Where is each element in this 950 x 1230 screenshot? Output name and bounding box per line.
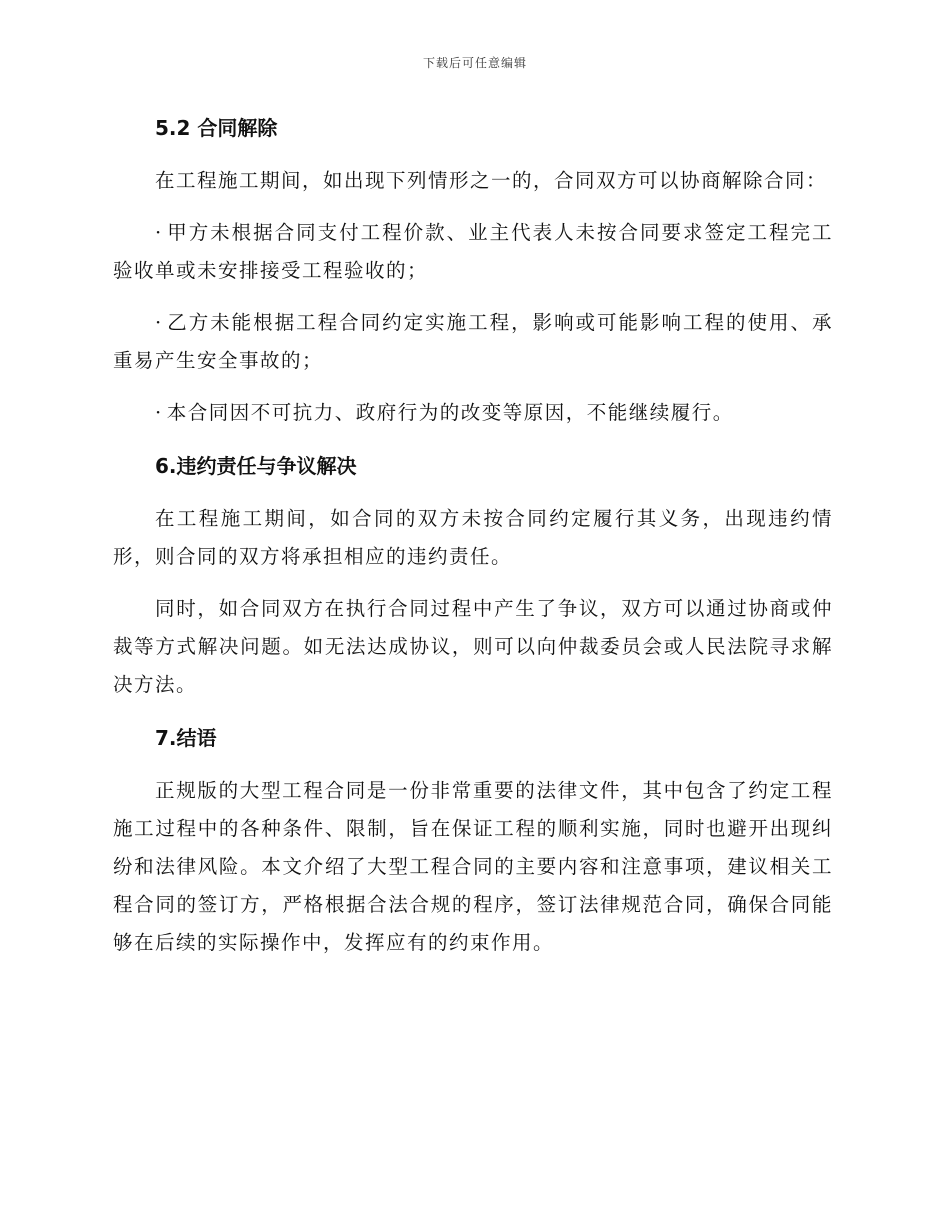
bullet-mark: · (155, 311, 163, 334)
section-heading-6: 6.违约责任与争议解决 (155, 454, 357, 478)
document-body (113, 108, 833, 976)
section-5-2-intro: 在工程施工期间，如出现下列情形之一的，合同双方可以协商解除合同： (155, 169, 828, 192)
bullet-item (113, 214, 833, 290)
page-header: 下载后可任意编辑 (422, 56, 527, 70)
section-7-paragraph: 正规版的大型工程合同是一份非常重要的法律文件，其中包含了约定工程施工过程中的各种条件、限制，旨在保证工程的顺利实施，同时也避开出现纠纷和法律风险。本文介绍了大型工程合同的主要内容和注意事项，建议相关工程合同的签订方，严格根据合法合规的程序，签订法律规范合同，确保合同能够在后续的实际操作中，发挥应有的约束作用。 (113, 779, 833, 954)
section-heading-5-2: 5.2 合同解除 (155, 116, 278, 140)
bullet-item (113, 394, 833, 432)
bullet-text: 本合同因不可抗力、政府行为的改变等原因，不能继续履行。 (166, 401, 734, 424)
bullet-mark: · (155, 401, 163, 424)
bullet-item (113, 304, 833, 380)
section-6-paragraph: 在工程施工期间，如合同的双方未按合同约定履行其义务，出现违约情形，则合同的双方将承担相应的违约责任。 (113, 507, 833, 568)
section-heading-7: 7.结语 (155, 726, 217, 750)
section-6-paragraph: 同时，如合同双方在执行合同过程中产生了争议，双方可以通过协商或仲裁等方式解决问题。如无法达成协议，则可以向仲裁委员会或人民法院寻求解决方法。 (113, 597, 833, 696)
bullet-text: 乙方未能根据工程合同约定实施工程，影响或可能影响工程的使用、承重易产生安全事故的； (113, 311, 833, 372)
bullet-text: 甲方未根据合同支付工程价款、业主代表人未按合同要求签定工程完工验收单或未安排接受工程验收的； (113, 221, 833, 282)
bullet-mark: · (155, 221, 163, 244)
